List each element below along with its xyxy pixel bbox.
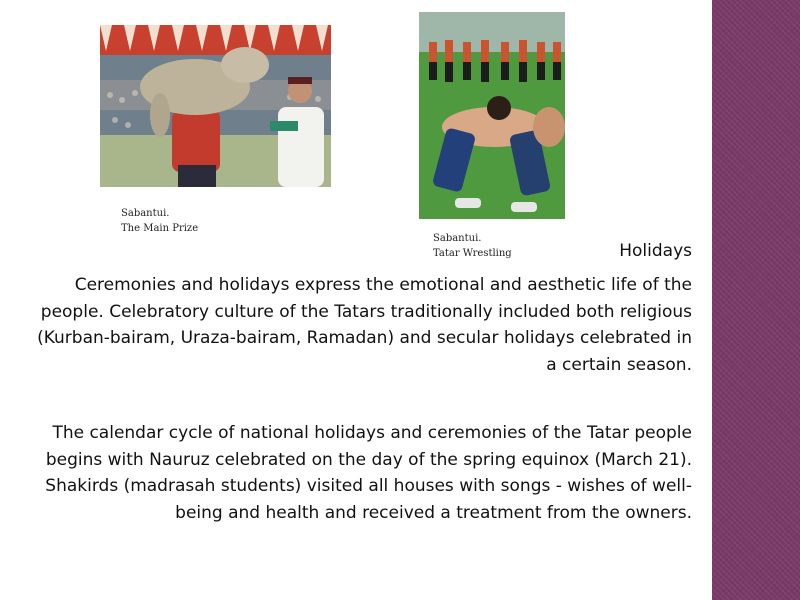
slide-heading: Holidays: [619, 241, 692, 261]
caption-line: The Main Prize: [121, 223, 199, 234]
paragraph-calendar-cycle: The calendar cycle of national holidays and ceremonies of the Tatar people begins with Nauruz celebrated on the day of the spring equinox (March 21). Shakirds (madrasah students) visited all houses with songs - wishes of well-being and health and received a treatment from the owners.: [45, 423, 692, 523]
decorative-sidebar: [712, 0, 800, 600]
caption-line: Sabantui.: [433, 233, 482, 244]
photo-main-prize: [100, 25, 331, 187]
paragraph-ceremonies: Ceremonies and holidays express the emotional and aesthetic life of the people. Celebratory culture of the Tatars traditionally included both religious (Kurban-bairam, Uraza-bairam, Ramadan) and secular holidays celebrated in a certain season.: [37, 275, 692, 375]
photo-caption-tatar-wrestling: [433, 231, 512, 261]
photo-caption-main-prize: [121, 206, 198, 236]
caption-line: Sabantui.: [121, 208, 170, 219]
caption-line: Tatar Wrestling: [433, 248, 512, 259]
photo-tatar-wrestling: [419, 12, 565, 219]
